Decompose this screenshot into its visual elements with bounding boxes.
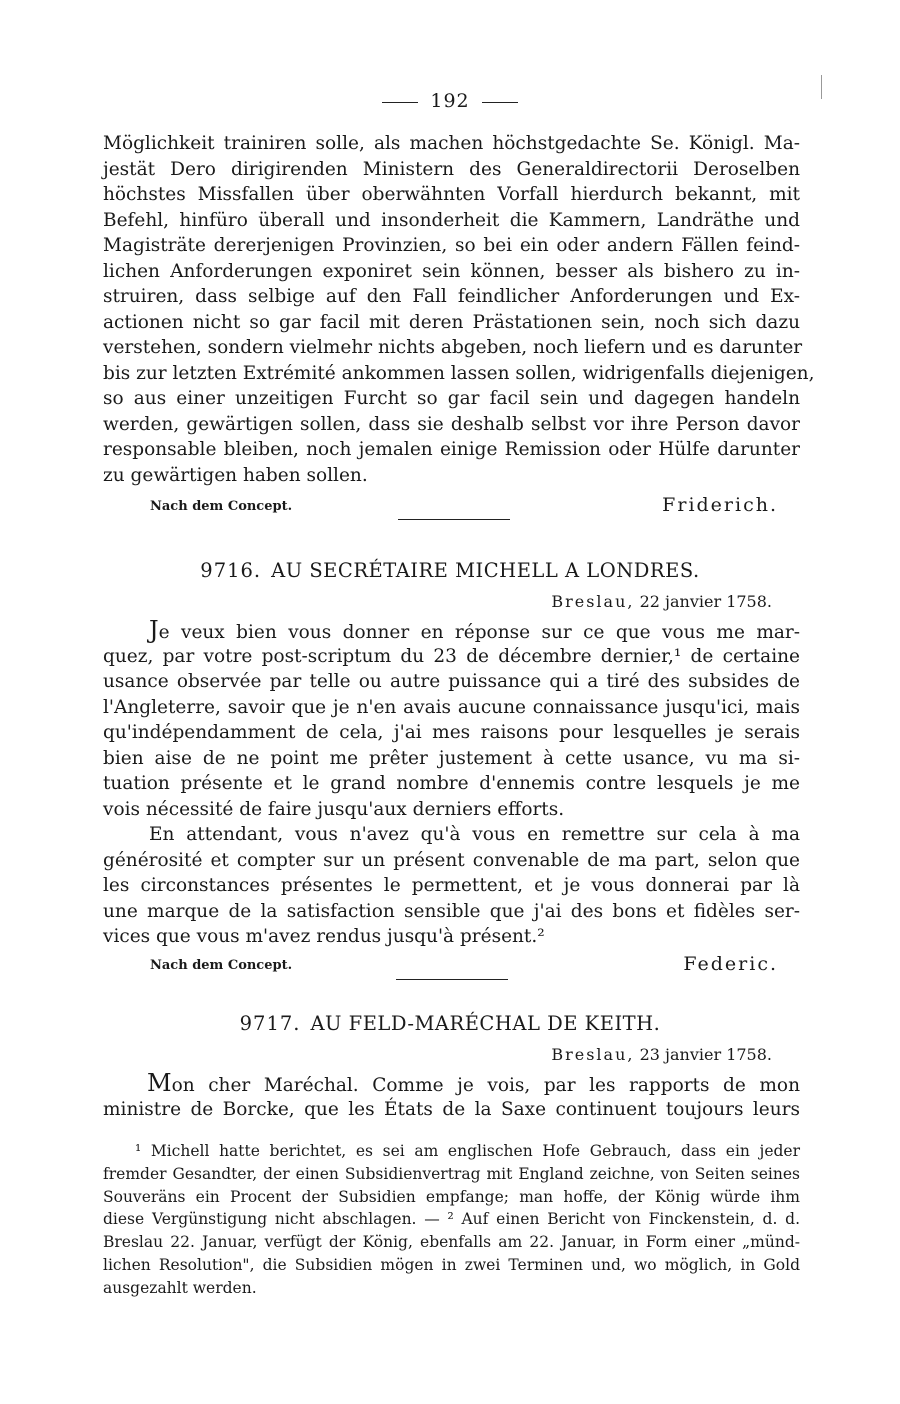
text-line: bis zur letzten Extrémité ankommen lassen sollen, widrigenfalls diejenigen, <box>103 362 815 384</box>
letter-body-9716 <box>103 618 800 950</box>
text-line: zu gewärtigen haben sollen. <box>103 464 368 486</box>
signature: Friderich. <box>662 494 778 516</box>
text-line: vois nécessité de faire jusqu'aux derniers efforts. <box>103 798 565 820</box>
text-line <box>103 618 800 644</box>
text-line <box>103 1071 800 1097</box>
text-line: lichen Anforderungen exponiret sein können, besser als bishero zu in- <box>103 260 800 282</box>
text-line: qu'indépendamment de cela, j'ai mes raisons pour lesquelles je serais <box>103 722 800 743</box>
signature-row <box>103 490 778 516</box>
footnote-line: diese Vergünstigung nicht abschlagen. — ² Auf einen Bericht von Finckenstein, d. d. <box>103 1210 800 1229</box>
text-line: so aus einer unzeitigen Furcht so gar facil sein und dagegen handeln <box>103 388 800 409</box>
footnote-line: ausgezahlt werden. <box>103 1278 257 1297</box>
signature: Federic. <box>683 953 778 975</box>
text-line: verstehen, sondern vielmehr nichts abgeben, noch liefern und es darunter <box>103 337 803 358</box>
letter-body-9717 <box>103 1071 800 1122</box>
dateline-date: 23 janvier 1758. <box>639 1045 772 1064</box>
text-line: jestät Dero dirigirenden Ministern des Generaldirectorii Deroselben <box>103 158 800 180</box>
text-line: Magisträte dererjenigen Provinzien, so bei ein oder andern Fällen feind- <box>103 235 800 256</box>
text-line: Möglichkeit trainiren solle, als machen höchstgedachte Se. Königl. Ma- <box>103 133 800 154</box>
signature-row <box>103 949 778 975</box>
text-line: responsable bleiben, noch jemalen einige Remission oder Hülfe darunter <box>103 439 800 460</box>
text-line: En attendant, vous n'avez qu'à vous en remettre sur cela à ma <box>149 824 800 845</box>
dateline-date: 22 janvier 1758. <box>639 592 772 611</box>
header-dash-left <box>382 102 418 103</box>
text-line: höchstes Missfallen über oberwähnten Vorfall hierdurch bekannt, mit <box>103 184 800 205</box>
footnote-line: fremder Gesandter, der einen Subsidienvertrag mit England zeichne, von Seiten seines <box>103 1164 800 1183</box>
letter-number: 9717. <box>239 1012 301 1035</box>
text-line: ministre de Borcke, que les États de la Saxe continuent toujours leurs <box>103 1098 800 1120</box>
drop-cap: J <box>149 616 159 644</box>
header-dash-right <box>482 102 518 103</box>
text-line: bien aise de ne point me prêter justement à cette usance, vu ma si- <box>103 747 800 769</box>
text-line: actionen nicht so gar facil mit deren Prästationen sein, noch sich dazu <box>103 311 800 333</box>
dateline-place: Breslau, <box>551 592 635 611</box>
text-line: une marque de la satisfaction sensible que j'ai des bons et fidèles ser- <box>103 900 800 922</box>
letter-title: AU SECRÉTAIRE MICHELL A LONDRES. <box>271 559 700 582</box>
drop-cap: M <box>147 1069 172 1097</box>
source-note: Nach dem Concept. <box>150 958 293 973</box>
dateline-9717 <box>551 1045 772 1064</box>
section-separator <box>398 519 510 520</box>
text-line: usance observée par telle ou autre puissance qui a tiré des subsides de <box>103 671 800 692</box>
text-line: werden, gewärtigen sollen, dass sie deshalb selbst vor ihre Person davor <box>103 413 800 435</box>
first-line-text: on cher Maréchal. Comme je vois, par les rapports de mon <box>171 1075 800 1096</box>
continuation-text <box>103 131 815 488</box>
footnote-line: Souveräns ein Procent der Subsidien empfange; man hoffe, der König würde ihm <box>103 1187 800 1206</box>
text-line: tuation présente et le grand nombre d'ennemis contre lesquels je me <box>103 773 800 794</box>
footnote-line: Breslau 22. Januar, verfügt der König, ebenfalls am 22. Januar, in Form einer „münd- <box>103 1233 800 1252</box>
text-line: vices que vous m'avez rendus jusqu'à présent.² <box>103 926 545 947</box>
letter-heading-9717 <box>0 1012 900 1035</box>
text-line: les circonstances présentes le permettent, et je vous donnerai par là <box>103 875 800 896</box>
text-line: quez, par votre post-scriptum du 23 de décembre dernier,¹ de certaine <box>103 645 800 667</box>
letter-heading-9716 <box>0 559 900 582</box>
first-line-text: e veux bien vous donner en réponse sur ce que vous me mar- <box>158 622 800 643</box>
text-line: l'Angleterre, savoir que je n'en avais aucune connaissance jusqu'ici, mais <box>103 696 800 718</box>
text-line: générosité et compter sur un présent convenable de ma part, selon que <box>103 849 800 871</box>
letter-title: AU FELD-MARÉCHAL DE KEITH. <box>310 1012 661 1035</box>
text-line: Befehl, hinfüro überall und insonderheit die Kammern, Landräthe und <box>103 209 800 231</box>
footnotes <box>103 1140 800 1300</box>
section-separator <box>396 979 508 980</box>
footnote-line: lichen Resolution", die Subsidien mögen in zwei Terminen und, wo möglich, in Gold <box>103 1255 800 1274</box>
dateline-place: Breslau, <box>551 1045 635 1064</box>
source-note: Nach dem Concept. <box>150 499 293 514</box>
footnote-line: ¹ Michell hatte berichtet, es sei am englischen Hofe Gebrauch, dass ein jeder <box>135 1142 800 1160</box>
letter-number: 9716. <box>200 559 262 582</box>
text-line: struiren, dass selbige auf den Fall feindlicher Anforderungen und Ex- <box>103 286 800 307</box>
page-header <box>0 90 900 112</box>
page-number: 192 <box>430 90 470 112</box>
dateline-9716 <box>551 592 772 611</box>
